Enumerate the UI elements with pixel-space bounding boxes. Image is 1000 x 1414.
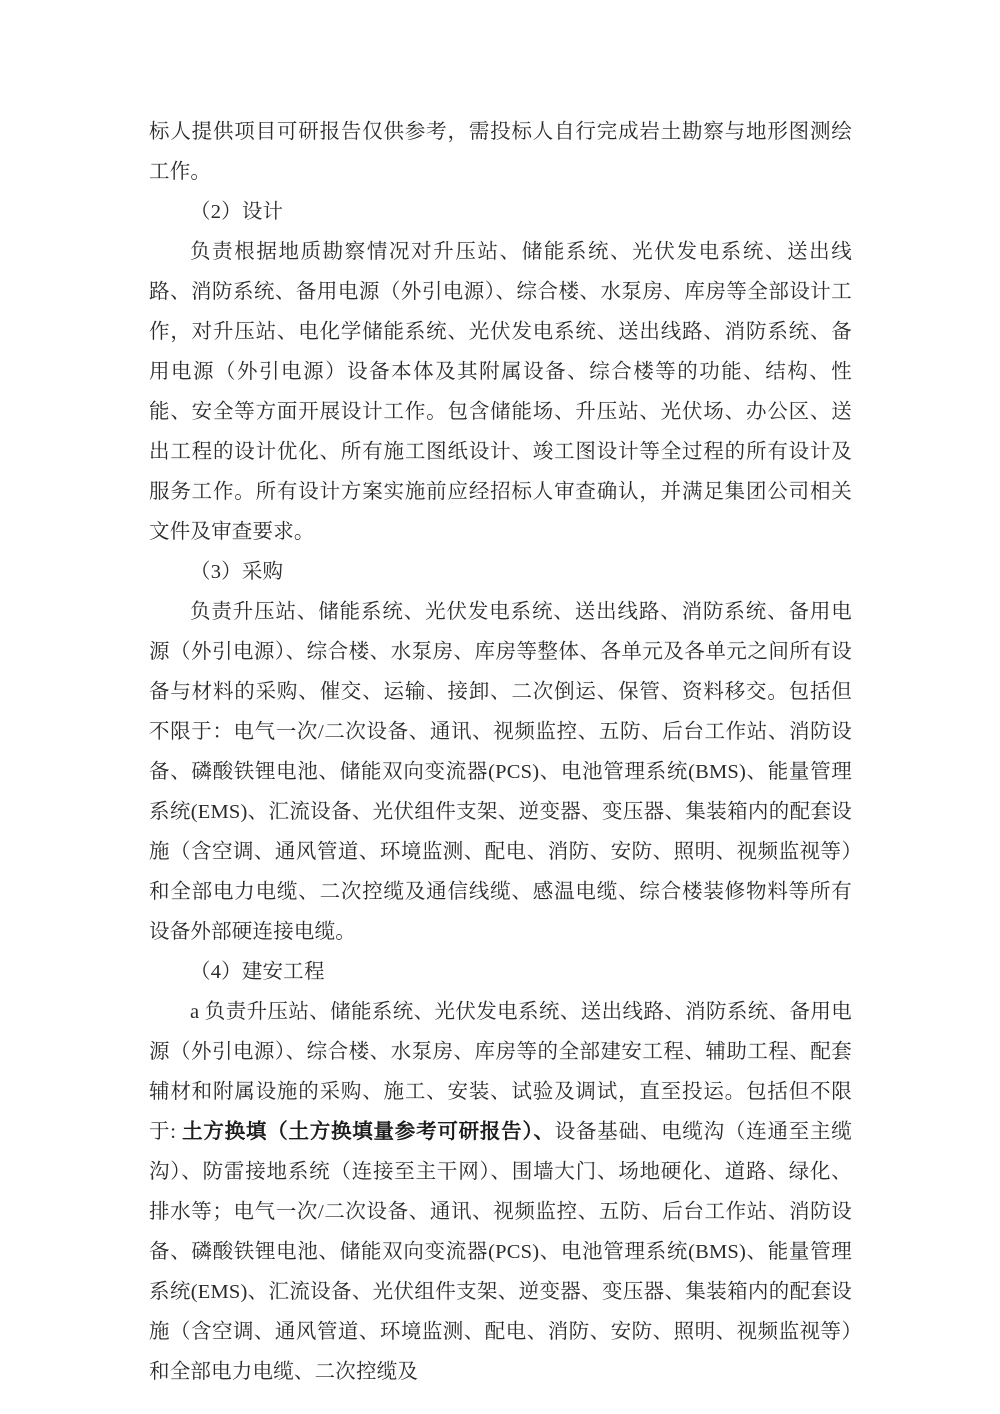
heading-text: （3）采购 [190, 561, 284, 583]
heading-text: （4）建安工程 [190, 961, 325, 983]
paragraph-text: 标人提供项目可研报告仅供参考，需投标人自行完成岩土勘察与地形图测绘工作。 [149, 121, 852, 183]
procurement-scope-paragraph [149, 592, 852, 952]
section-heading-procurement [149, 552, 852, 592]
paragraph-text: 负责升压站、储能系统、光伏发电系统、送出线路、消防系统、备用电源（外引电源）、综合楼、水泵房、库房等整体、各单元及各单元之间所有设备与材料的采购、催交、运输、接卸、二次倒运、保管、资料移交。包括但不限于：电气一次/二次设备、通讯、视频监控、五防、后台工作站、消防设备、磷酸铁锂电池、储能双向变流器(PCS)、电池管理系统(BMS)、能量管理系统(EMS)、汇流设备、光伏组件支架、逆变器、变压器、集装箱内的配套设施（含空调、通风管道、环境监测、配电、消防、安防、照明、视频监视等）和全部电力电缆、二次控缆及通信线缆、感温电缆、综合楼装修物料等所有设备外部硬连接电缆。 [149, 601, 852, 943]
heading-text: （2）设计 [190, 201, 284, 223]
continued-text-paragraph [149, 112, 852, 192]
section-heading-construction [149, 952, 852, 992]
document-body [149, 112, 852, 1392]
section-heading-design [149, 192, 852, 232]
design-scope-paragraph [149, 232, 852, 552]
paragraph-text-bold: 土方换填（土方换填量参考可研报告）、 [182, 1121, 555, 1143]
paragraph-text: a 负责升压站、储能系统、光伏发电系统、送出线路、消防系统、备用电源（外引电源）、综合楼、水泵房、库房等的全部建安工程、辅助工程、配套辅材和附属设施的采购、施工、安装、试验及调试，直至投运。包括但不限于: [149, 1001, 852, 1143]
paragraph-text: 负责根据地质勘察情况对升压站、储能系统、光伏发电系统、送出线路、消防系统、备用电源（外引电源）、综合楼、水泵房、库房等全部设计工作，对升压站、电化学储能系统、光伏发电系统、送出线路、消防系统、备用电源（外引电源）设备本体及其附属设备、综合楼等的功能、结构、性能、安全等方面开展设计工作。包含储能场、升压站、光伏场、办公区、送出工程的设计优化、所有施工图纸设计、竣工图设计等全过程的所有设计及服务工作。所有设计方案实施前应经招标人审查确认，并满足集团公司相关文件及审查要求。 [149, 241, 852, 543]
construction-scope-paragraph [149, 992, 852, 1392]
paragraph-text: 设备基础、电缆沟（连通至主缆沟）、防雷接地系统（连接至主干网）、围墙大门、场地硬化、道路、绿化、排水等；电气一次/二次设备、通讯、视频监控、五防、后台工作站、消防设备、磷酸铁锂电池、储能双向变流器(PCS)、电池管理系统(BMS)、能量管理系统(EMS)、汇流设备、光伏组件支架、逆变器、变压器、集装箱内的配套设施（含空调、通风管道、环境监测、配电、消防、安防、照明、视频监视等）和全部电力电缆、二次控缆及 [149, 1121, 852, 1383]
